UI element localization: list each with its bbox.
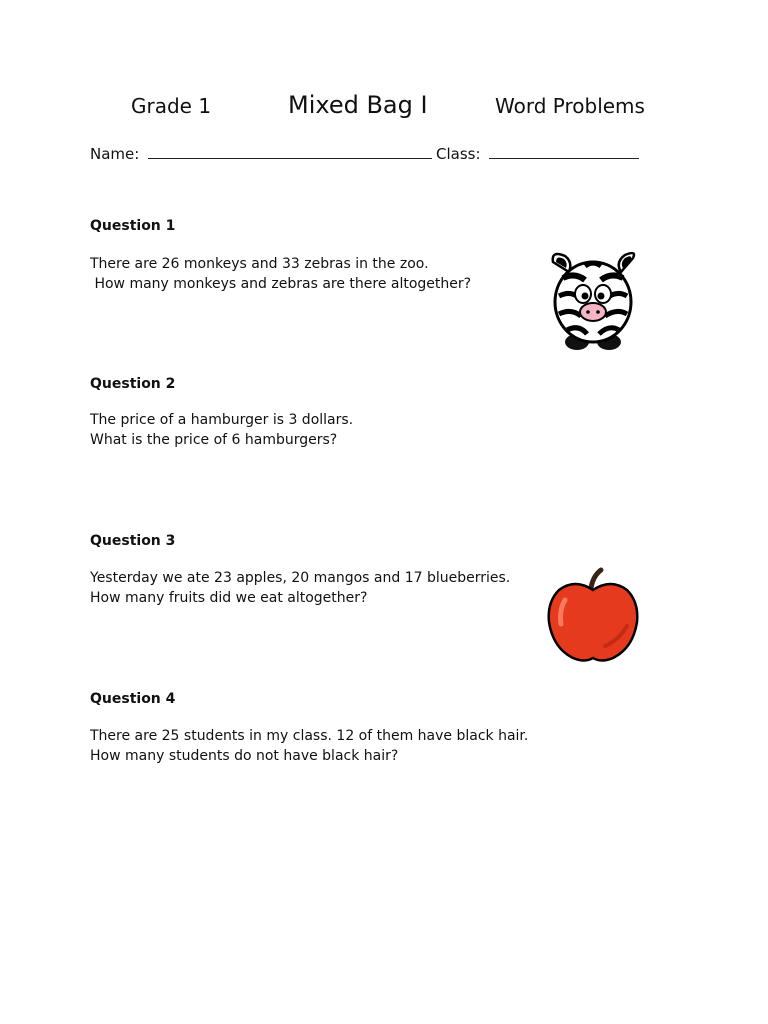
- question-2-title: Question 2: [90, 376, 176, 392]
- name-field[interactable]: [148, 144, 432, 159]
- topic-label: Word Problems: [495, 94, 645, 118]
- apple-icon: [545, 566, 641, 666]
- question-1-line-2: How many monkeys and zebras are there altogether?: [90, 276, 472, 292]
- class-row: [436, 144, 639, 163]
- name-row: [90, 144, 432, 163]
- class-field[interactable]: [489, 144, 639, 159]
- question-1-title: Question 1: [90, 218, 176, 234]
- question-2-text: [90, 410, 353, 450]
- grade-label: Grade 1: [131, 94, 212, 118]
- worksheet-title: Mixed Bag I: [288, 91, 428, 119]
- question-3-title: Question 3: [90, 533, 176, 549]
- zebra-icon: [545, 250, 645, 354]
- question-1-text: [90, 254, 471, 294]
- question-4-line-1: There are 25 students in my class. 12 of them have black hair.: [90, 728, 529, 744]
- question-2-line-1: The price of a hamburger is 3 dollars.: [90, 412, 354, 428]
- question-3-line-2: How many fruits did we eat altogether?: [90, 590, 368, 606]
- question-3-text: [90, 568, 510, 608]
- question-3-line-1: Yesterday we ate 23 apples, 20 mangos and 17 blueberries.: [90, 570, 511, 586]
- question-4-line-2: How many students do not have black hair?: [90, 748, 399, 764]
- question-4-text: [90, 726, 528, 766]
- question-2-line-2: What is the price of 6 hamburgers?: [90, 432, 338, 448]
- question-1-line-1: There are 26 monkeys and 33 zebras in the zoo.: [90, 256, 429, 272]
- question-4-title: Question 4: [90, 691, 176, 707]
- name-label: Name:: [90, 145, 140, 163]
- class-label: Class:: [436, 145, 481, 163]
